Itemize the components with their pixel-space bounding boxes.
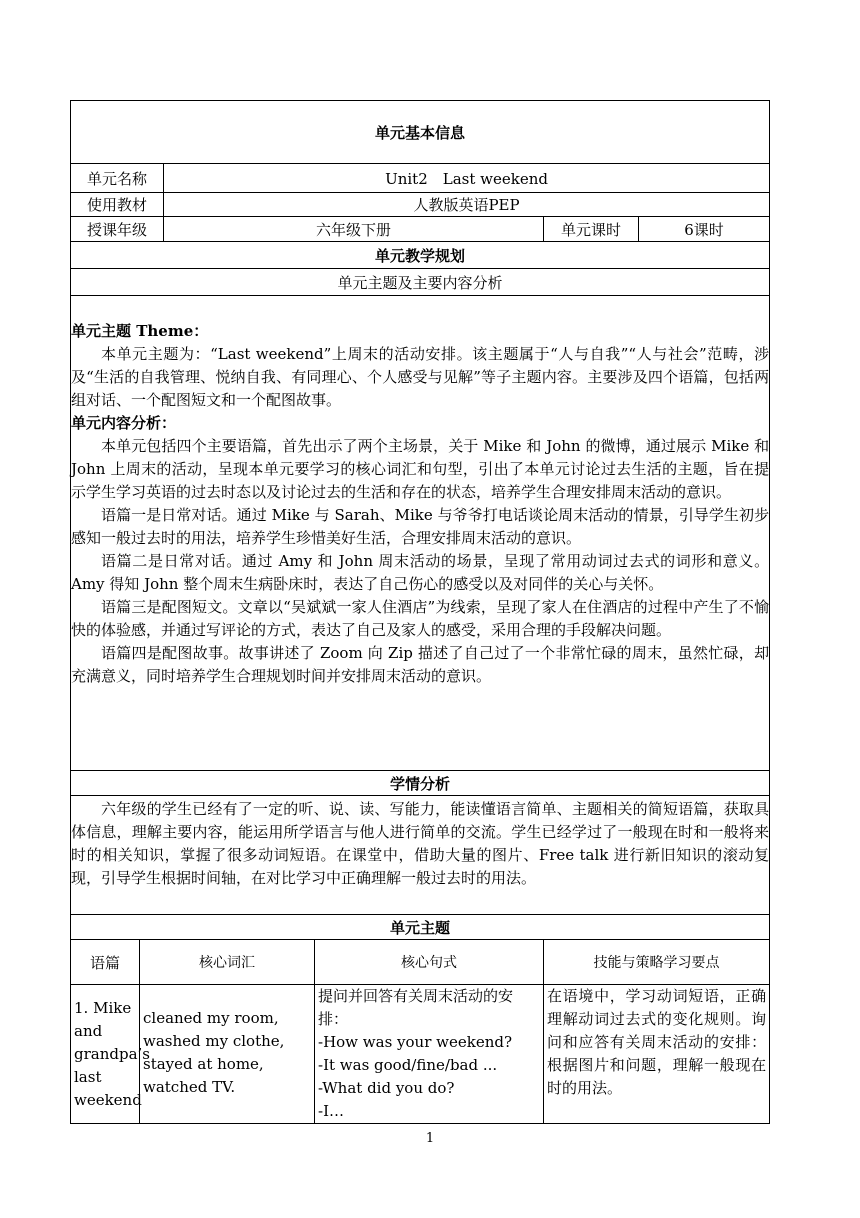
theme-heading: 单元主题 Theme：	[71, 322, 209, 340]
unit-theme-title: 单元主题	[71, 915, 770, 940]
sentence-line: -I…	[318, 1102, 344, 1120]
column-header-vocab: 核心词汇	[140, 940, 315, 985]
analysis-text: 六年级的学生已经有了一定的听、说、读、写能力，能读懂语言简单、主题相关的简短语篇，获取具体信息，理解主要内容，能运用所学语言与他人进行简单的交流。学生已经学过了一般现在时和一般将来时的相关知识，掌握了很多动词短语。在课堂中，借助大量的图片、Free talk 进行新旧知识的滚动复现，引导学生根据时间轴，在对比学习中正确理解一般过去时的用法。	[71, 796, 770, 915]
sentence-line: -What did you do?	[318, 1079, 455, 1097]
hours-label: 单元课时	[544, 217, 639, 242]
unit-name-label: 单元名称	[71, 164, 164, 193]
sentence-line: -It was good/fine/bad ...	[318, 1056, 498, 1074]
textbook-value: 人教版英语PEP	[164, 193, 770, 217]
sentence-line: 提问并回答有关周末活动的安排：	[318, 987, 514, 1028]
unit-name-value: Unit2 Last weekend	[164, 164, 770, 193]
skills-cell: 在语境中，学习动词短语，正确理解动词过去式的变化规则。询问和应答有关周末活动的安排：根据图片和问题，理解一般现在时的用法。	[544, 985, 770, 1124]
content-heading: 单元内容分析：	[71, 414, 177, 432]
analysis-title: 学情分析	[71, 771, 770, 796]
planning-title: 单元教学规划	[71, 242, 770, 269]
textbook-label: 使用教材	[71, 193, 164, 217]
column-header-text: 语篇	[71, 940, 140, 985]
column-header-sentences: 核心句式	[315, 940, 544, 985]
content-paragraph: 本单元包括四个主要语篇，首先出示了两个主场景，关于 Mike 和 John 的微博，通过展示 Mike 和 John 上周末的活动，呈现本单元要学习的核心词汇和句型，引出了本单元讨论过去生活的主题，旨在提示学生学习英语的过去时态以及讨论过去的生活和存在的状态，培养学生合理安排周末活动的意识。	[71, 437, 770, 501]
vocab-cell: cleaned my room, washed my clothe, stayed at home, watched TV.	[140, 985, 315, 1124]
table-title: 单元基本信息	[71, 101, 770, 164]
content-paragraph: 语篇四是配图故事。故事讲述了 Zoom 向 Zip 描述了自己过了一个非常忙碌的周末，虽然忙碌，却充满意义，同时培养学生合理规划时间并安排周末活动的意识。	[71, 644, 770, 685]
planning-subtitle: 单元主题及主要内容分析	[71, 269, 770, 296]
grade-value: 六年级下册	[164, 217, 544, 242]
column-header-skills: 技能与策略学习要点	[544, 940, 770, 985]
page-number: 1	[425, 1131, 435, 1146]
text-name-cell: 1. Mike and grandpa’s last weekend	[71, 985, 140, 1124]
unit-info-table	[70, 100, 770, 1124]
sentences-cell	[315, 985, 544, 1124]
content-paragraph: 语篇一是日常对话。通过 Mike 与 Sarah、Mike 与爷爷打电话谈论周末活动的情景，引导学生初步感知一般过去时的用法，培养学生珍惜美好生活，合理安排周末活动的意识。	[71, 506, 770, 547]
sentence-line: -How was your weekend?	[318, 1033, 513, 1051]
content-paragraph: 语篇二是日常对话。通过 Amy 和 John 周末活动的场景，呈现了常用动词过去式的词形和意义。Amy 得知 John 整个周末生病卧床时，表达了自己伤心的感受以及对同伴的关心与关怀。	[71, 552, 770, 593]
content-paragraph: 语篇三是配图短文。文章以“吴斌斌一家人住酒店”为线索，呈现了家人在住酒店的过程中产生了不愉快的体验感，并通过写评论的方式，表达了自己及家人的感受，采用合理的手段解决问题。	[71, 598, 770, 639]
hours-value: 6课时	[639, 217, 770, 242]
theme-analysis-cell	[71, 296, 770, 771]
theme-paragraph: 本单元主题为：“Last weekend”上周末的活动安排。该主题属于“人与自我”“人与社会”范畴，涉及“生活的自我管理、悦纳自我、有同理心、个人感受与见解”等子主题内容。主要涉及四个语篇，包括两组对话、一个配图短文和一个配图故事。	[71, 345, 770, 409]
grade-label: 授课年级	[71, 217, 164, 242]
